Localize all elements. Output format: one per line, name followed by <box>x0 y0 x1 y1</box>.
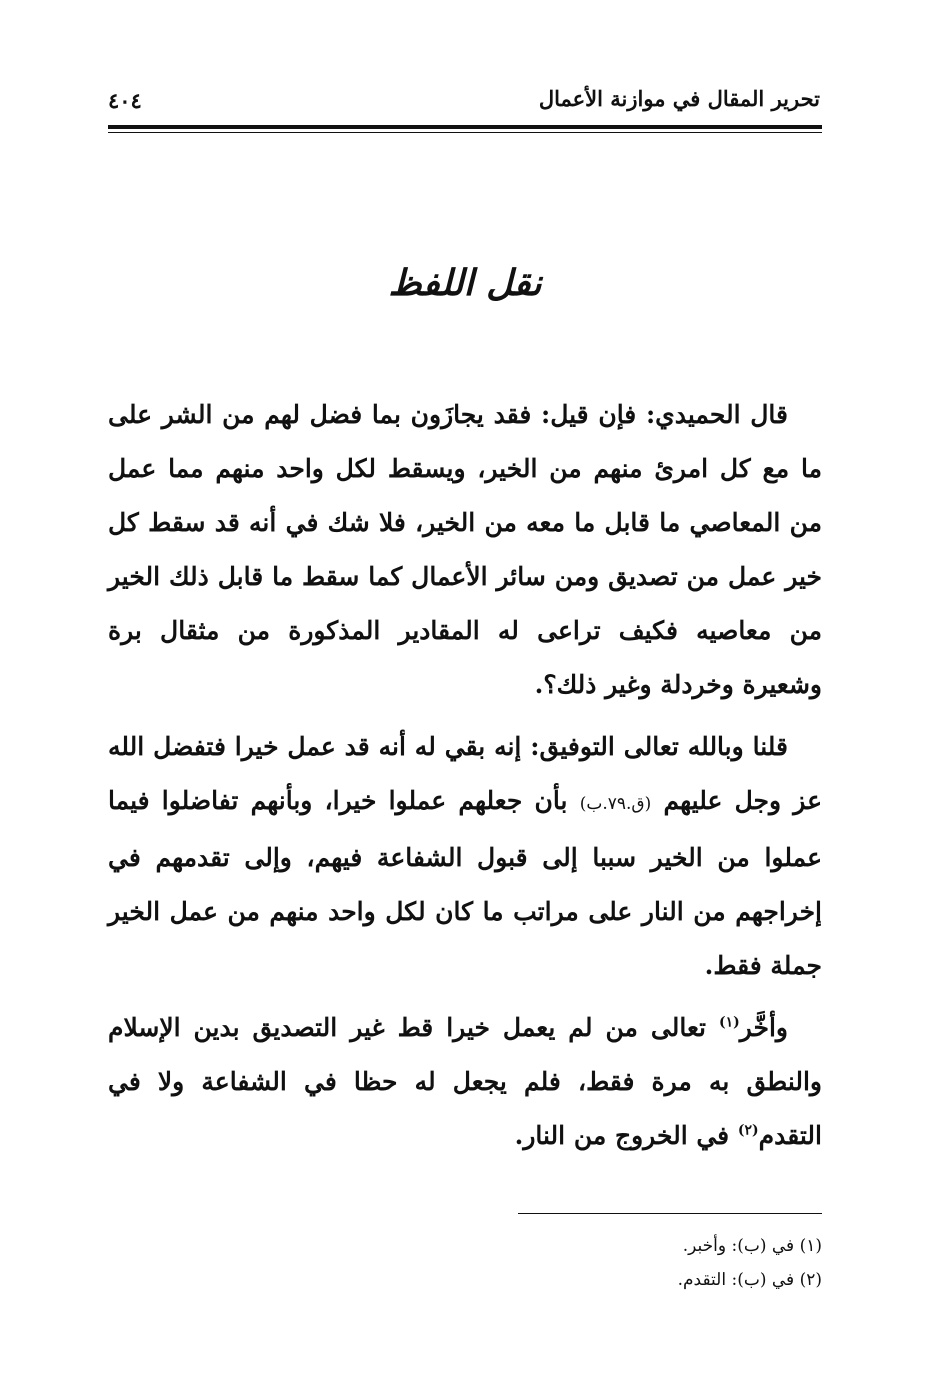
running-header <box>108 82 820 122</box>
footnote-marker-2[interactable]: (٢) <box>737 1122 759 1139</box>
body-text <box>108 388 822 1171</box>
footnote-2: (٢) في (ب): التقدم. <box>677 1270 822 1290</box>
paragraph-2-part-1: قلنا وبالله تعالى التوفيق: إنه بقي له أنه قد عمل خيرا فتفضل الله عز وجل عليهم <box>108 732 822 815</box>
header-rule-thick <box>108 125 822 129</box>
paragraph-3-part-3: في الخروج من النار. <box>514 1121 730 1150</box>
header-rule-thin <box>108 132 822 133</box>
page-number: ٤٠٤ <box>108 88 142 113</box>
paragraph-2 <box>108 720 822 993</box>
paragraph-2-part-2: بأن جعلهم عملوا خيرا، وبأنهم تفاضلوا فيما عملوا من الخير سببا إلى قبول الشفاعة فيهم، وإلى تقدمهم في إخراجهم من النار على مراتب ما كان لكل واحد منهم من عمل الخير جملة فقط. <box>108 786 822 980</box>
footnotes <box>108 1229 822 1297</box>
paragraph-3 <box>108 1001 822 1163</box>
header-title: تحرير المقال في موازنة الأعمال <box>538 86 820 111</box>
manuscript-folio-reference: (ق.٧٩.ب) <box>579 794 652 814</box>
paragraph-1: قال الحميدي: فإن قيل: فقد يجازَون بما فضل لهم من الشر على ما مع كل امرئ منهم من الخير، ويسقط لكل واحد منهم مما عمل من المعاصي ما قابل ما معه من الخير، فلا شك في أنه قد سقط كل خير عمل من تصديق ومن سائر الأعمال كما سقط ما قابل ذلك الخير من معاصيه فكيف تراعى له المقادير المذكورة من مثقال برة وشعيرة وخردلة وغير ذلك؟. <box>108 400 822 699</box>
paragraph-3-part-2: تعالى من لم يعمل خيرا قط غير التصديق بدين الإسلام والنطق به مرة فقط، فلم يجعل له حظا في الشفاعة ولا في التقدم <box>108 1013 822 1150</box>
paragraph-3-part-1: وأخَّر <box>739 1013 788 1042</box>
footnote-marker-1[interactable]: (١) <box>718 1014 740 1031</box>
footnote-1: (١) في (ب): وأخبر. <box>682 1236 822 1256</box>
footnote-separator <box>518 1213 822 1214</box>
section-title: نقل اللفظ <box>388 262 542 304</box>
